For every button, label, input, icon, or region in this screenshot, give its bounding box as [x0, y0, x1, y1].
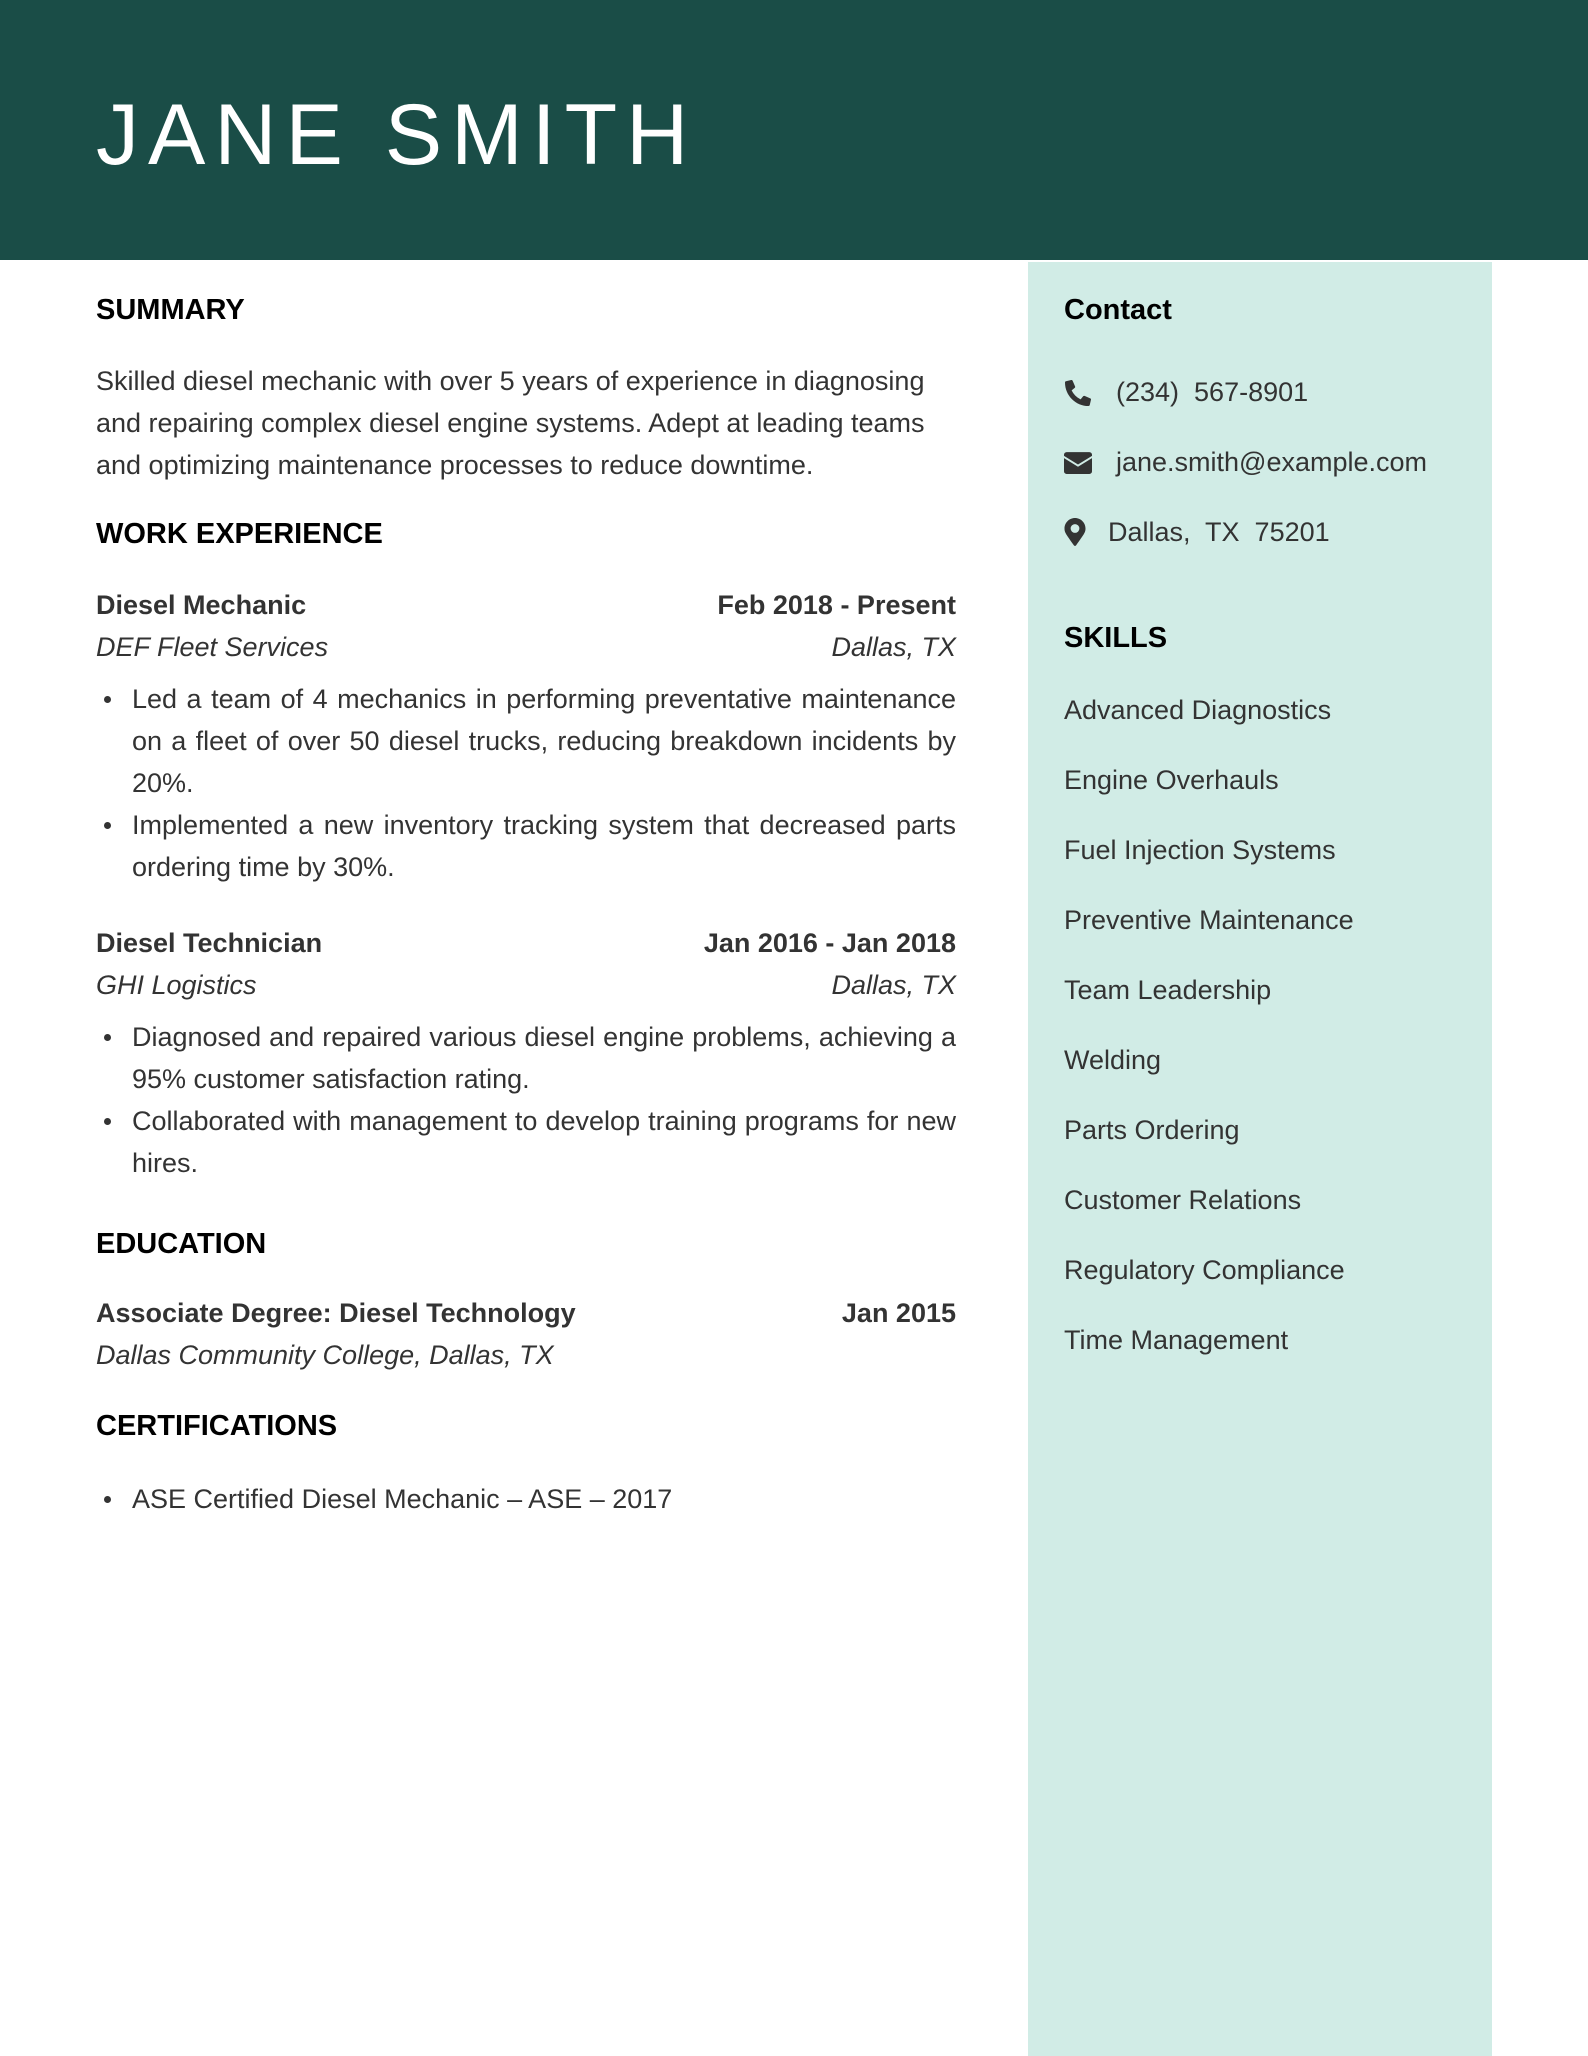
candidate-name: JANE SMITH [96, 87, 698, 183]
contact-location [1064, 512, 1330, 552]
summary-title: SUMMARY [96, 294, 245, 326]
job-bullet: Collaborated with management to develop training programs for new hires. [132, 1100, 956, 1184]
skill-item: Fuel Injection Systems [1064, 835, 1336, 865]
job-role: Diesel Mechanic [96, 590, 307, 620]
phone-text: (234) 567-8901 [1116, 377, 1309, 407]
job-header [96, 922, 956, 964]
job-location: Dallas, TX [831, 632, 956, 662]
phone-icon [1064, 380, 1092, 406]
email-text: jane.smith@example.com [1116, 447, 1428, 477]
sidebar [1028, 262, 1492, 2056]
certifications-title: CERTIFICATIONS [96, 1410, 338, 1442]
education-degree: Associate Degree: Diesel Technology [96, 1298, 576, 1328]
skill-item: Engine Overhauls [1064, 765, 1279, 795]
job-role: Diesel Technician [96, 928, 323, 958]
envelope-icon [1064, 450, 1092, 476]
job-bullet: Led a team of 4 mechanics in performing preventative maintenance on a fleet of over 50 diesel trucks, reducing breakdown incidents by 20%. [132, 678, 956, 804]
education-title: EDUCATION [96, 1228, 267, 1260]
skill-item: Parts Ordering [1064, 1115, 1240, 1145]
job-bullets [96, 678, 956, 888]
job-dates: Feb 2018 - Present [717, 590, 956, 620]
location-text: Dallas, TX 75201 [1108, 517, 1330, 547]
header-banner [0, 0, 1588, 260]
job-bullet: Implemented a new inventory tracking system that decreased parts ordering time by 30%. [132, 804, 956, 888]
contact-email [1064, 442, 1428, 482]
work-experience-title: WORK EXPERIENCE [96, 518, 383, 550]
certification-item: ASE Certified Diesel Mechanic – ASE – 2017 [132, 1478, 956, 1520]
education-school-row [96, 1334, 956, 1376]
education-school: Dallas Community College, Dallas, TX [96, 1340, 554, 1370]
contact-title: Contact [1064, 294, 1172, 326]
job-header [96, 584, 956, 626]
skill-item: Preventive Maintenance [1064, 905, 1354, 935]
job-bullets [96, 1016, 956, 1184]
job-company: DEF Fleet Services [96, 632, 329, 662]
skill-item: Advanced Diagnostics [1064, 695, 1332, 725]
education-date: Jan 2015 [841, 1298, 956, 1328]
skill-item: Time Management [1064, 1325, 1289, 1355]
skill-item: Customer Relations [1064, 1185, 1302, 1215]
job-bullet: Diagnosed and repaired various diesel engine problems, achieving a 95% customer satisfaction rating. [132, 1016, 956, 1100]
certification-list [96, 1478, 956, 1520]
summary-text: Skilled diesel mechanic with over 5 years of experience in diagnosing and repairing complex diesel engine systems. Adept at leading teams and optimizing maintenance processes to reduce downtime. [96, 366, 925, 480]
skill-item: Regulatory Compliance [1064, 1255, 1345, 1285]
job-dates: Jan 2016 - Jan 2018 [703, 928, 956, 958]
job-location: Dallas, TX [831, 970, 956, 1000]
map-pin-icon [1064, 518, 1086, 546]
skill-item: Welding [1064, 1045, 1162, 1075]
education-header [96, 1292, 956, 1334]
skill-item: Team Leadership [1064, 975, 1272, 1005]
contact-phone [1064, 372, 1309, 412]
skills-title: SKILLS [1064, 622, 1168, 654]
job-subheader [96, 964, 956, 1006]
job-company: GHI Logistics [96, 970, 257, 1000]
job-subheader [96, 626, 956, 668]
